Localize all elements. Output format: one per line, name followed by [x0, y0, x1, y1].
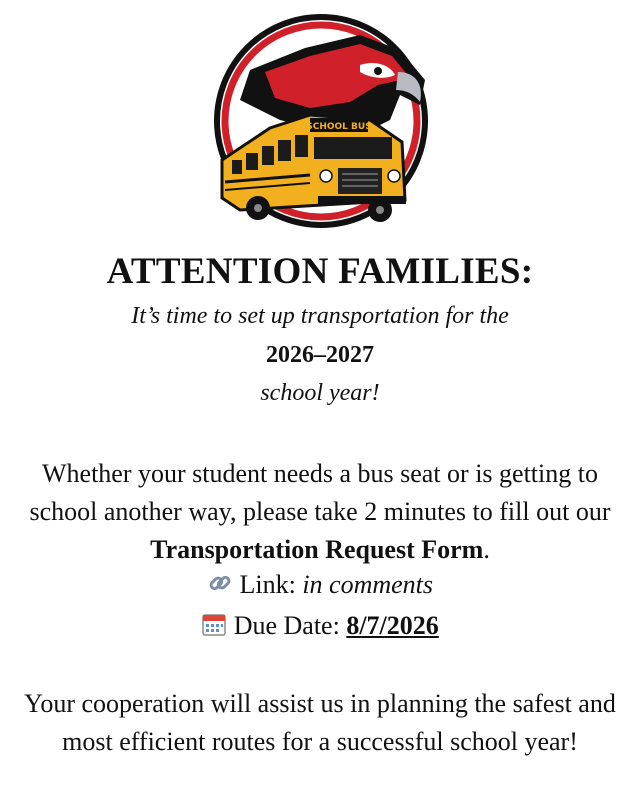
due-date-line — [0, 611, 640, 641]
link-label: Link: — [239, 570, 296, 599]
headline: ATTENTION FAMILIES: — [106, 251, 534, 292]
link-value: in comments — [302, 570, 434, 599]
due-label: Due Date: — [233, 611, 340, 640]
calendar-icon — [201, 611, 227, 637]
bus-sign: SCHOOL BUS — [306, 122, 372, 132]
request-intro: Whether your student needs a bus seat or is getting to school another way, please take 2 minutes to fill out our — [29, 459, 611, 526]
request-paragraph — [6, 455, 634, 569]
due-date: 8/7/2026 — [346, 611, 439, 640]
link-line — [0, 570, 640, 600]
school-year: 2026–2027 — [266, 342, 374, 368]
subtitle-line-2: school year! — [260, 380, 380, 406]
form-name: Transportation Request Form — [150, 535, 484, 564]
subtitle-line-1: It’s time to set up transportation for the — [131, 303, 509, 329]
school-bus-icon — [222, 115, 406, 222]
request-period: . — [483, 535, 490, 564]
school-bus-hawk-logo — [210, 10, 432, 232]
link-icon — [207, 570, 233, 596]
closing-paragraph: Your cooperation will assist us in planning the safest and most efficient routes for a successful school year! — [24, 689, 616, 756]
